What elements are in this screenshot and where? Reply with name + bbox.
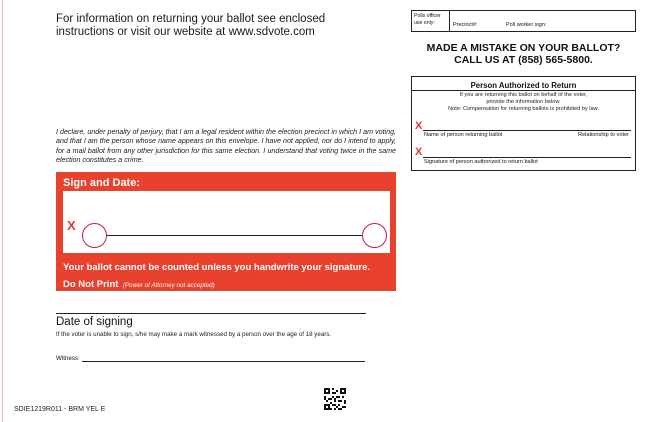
authorized-return-box bbox=[411, 76, 636, 171]
left-circle-mark bbox=[82, 223, 107, 248]
edge-line bbox=[2, 0, 3, 422]
signature-x-mark: X bbox=[415, 146, 423, 158]
mistake-phone-line: CALL US AT (858) 565-5800. bbox=[454, 53, 593, 66]
name-returning-label: Name of person returning ballot bbox=[424, 132, 503, 138]
right-circle-mark bbox=[362, 223, 387, 248]
unable-to-sign-note: If the voter is unable to sign, s/he may make a mark witnessed by a person over the age of 18 years. bbox=[56, 331, 332, 338]
signature-line bbox=[107, 235, 362, 236]
authorized-note bbox=[412, 92, 635, 113]
authorized-return-title: Person Authorized to Return bbox=[470, 81, 577, 90]
sign-and-date-title: Sign and Date: bbox=[63, 177, 141, 189]
handwrite-warning: Your ballot cannot be counted unless you handwrite your signature. bbox=[63, 262, 371, 273]
signature-x-mark: X bbox=[67, 218, 76, 233]
authorized-title-rule bbox=[412, 90, 635, 91]
poll-worker-sign-label: Poll worker sign: bbox=[506, 22, 547, 28]
do-not-print-notice bbox=[63, 274, 215, 292]
date-of-signing-label: Date of signing bbox=[56, 316, 133, 328]
signature-area[interactable] bbox=[63, 191, 390, 253]
barcode-icon bbox=[324, 388, 346, 410]
power-of-attorney-note: (Power of Attorney not accepted) bbox=[122, 282, 215, 289]
perjury-declaration: I declare, under penalty of perjury, that I am a legal resident within the election precinct in which I am voting, and that I am the person whose name appears on this envelope. I have not applied, nor do I intend to apply, for a mail ballot from any other jurisdiction for this same election. I understand that voting twice in the same election constitutes a crime. bbox=[56, 128, 396, 165]
mistake-callout bbox=[411, 43, 636, 66]
form-code: SDIE1219R011 - BRM YEL E bbox=[14, 406, 106, 413]
info-line-2: instructions or visit our website at www.sdvote.com bbox=[56, 26, 315, 38]
sign-and-date-panel bbox=[56, 172, 396, 291]
info-line-1: For information on returning your ballot see enclosed bbox=[56, 13, 326, 25]
do-not-print-label: Do Not Print bbox=[63, 279, 119, 290]
witness-field[interactable] bbox=[82, 361, 365, 362]
date-of-signing-field[interactable] bbox=[56, 313, 366, 314]
mistake-line-1: MADE A MISTAKE ON YOUR BALLOT? bbox=[426, 42, 621, 54]
authorized-signature-label: Signature of person authorized to return ballot bbox=[424, 159, 538, 165]
poll-officer-label-line-1: Polls officer bbox=[414, 13, 441, 19]
name-x-mark: X bbox=[415, 120, 423, 132]
precinct-field-label: Precinct#: bbox=[453, 22, 478, 28]
poll-officer-box bbox=[411, 10, 636, 32]
relationship-label: Relationship to voter bbox=[578, 132, 629, 138]
authorized-note-line-3: Note: Compensation for returning ballots is prohibited by law. bbox=[448, 106, 599, 112]
name-relationship-field[interactable] bbox=[423, 130, 631, 131]
poll-box-divider bbox=[449, 11, 450, 31]
authorized-note-line-1: If you are returning this ballot on behalf of the voter, bbox=[459, 92, 588, 98]
poll-officer-label-line-2: use only: bbox=[414, 19, 435, 26]
witness-label: Witness bbox=[56, 355, 79, 362]
authorized-note-line-2: provide the information below. bbox=[486, 99, 561, 105]
poll-officer-label bbox=[414, 13, 448, 26]
authorized-signature-field[interactable] bbox=[423, 157, 631, 158]
info-text bbox=[56, 13, 325, 39]
